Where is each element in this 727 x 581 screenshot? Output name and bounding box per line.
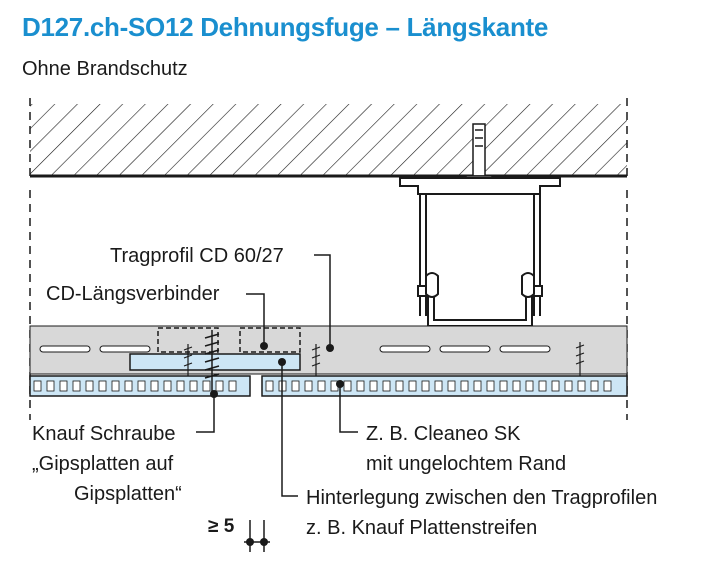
label-schraube-line2: „Gipsplatten auf [32, 453, 174, 475]
perforation-hole [526, 381, 533, 391]
perforation-hole [448, 381, 455, 391]
perforation-hole [266, 381, 273, 391]
perforation-hole [47, 381, 54, 391]
perforation-hole [86, 381, 93, 391]
perforation-hole [383, 381, 390, 391]
perforation-hole [112, 381, 119, 391]
perforation-hole [539, 381, 546, 391]
perforation-hole [60, 381, 67, 391]
perforation-hole [513, 381, 520, 391]
perforation-hole [604, 381, 611, 391]
perforation-hole [552, 381, 559, 391]
perforation-hole [344, 381, 351, 391]
drawing-title: D127.ch-SO12 Dehnungsfuge – Längskante [22, 12, 549, 42]
perforation-hole [138, 381, 145, 391]
perforation-hole [487, 381, 494, 391]
perforation-hole [203, 381, 210, 391]
label-cleaneo-line2: mit ungelochtem Rand [366, 453, 567, 475]
perforation-hole [591, 381, 598, 391]
perforation-hole [216, 381, 223, 391]
perforation-hole [396, 381, 403, 391]
perforation-hole [500, 381, 507, 391]
perforation-hole [474, 381, 481, 391]
perforation-hole [229, 381, 236, 391]
perforation-hole [435, 381, 442, 391]
perforation-hole [99, 381, 106, 391]
label-schraube-line3: Gipsplatten“ [74, 483, 182, 505]
perforation-hole [565, 381, 572, 391]
label-cleaneo-line1: Z. B. Cleaneo SK [366, 423, 521, 445]
drawing-subtitle: Ohne Brandschutz [22, 58, 188, 80]
perforation-hole [73, 381, 80, 391]
perforation-hole [461, 381, 468, 391]
label-hinterlegung-line1: Hinterlegung zwischen den Tragprofilen [306, 487, 658, 509]
label-gap-dimension: ≥ 5 [208, 516, 235, 537]
perforation-hole [125, 381, 132, 391]
cd-profile [418, 273, 542, 326]
perforation-hole [177, 381, 184, 391]
perforation-hole [370, 381, 377, 391]
perforation-hole [578, 381, 585, 391]
label-hinterlegung-line2: z. B. Knauf Plattenstreifen [306, 517, 538, 539]
perforation-hole [357, 381, 364, 391]
perforation-hole [318, 381, 325, 391]
concrete-ceiling-slab [30, 98, 627, 176]
perforation-hole [422, 381, 429, 391]
perforation-hole [409, 381, 416, 391]
label-schraube-line1: Knauf Schraube [32, 423, 176, 445]
perforation-hole [305, 381, 312, 391]
perforation-hole [292, 381, 299, 391]
perforation-hole [151, 381, 158, 391]
perforation-hole [34, 381, 41, 391]
perforation-hole [190, 381, 197, 391]
label-tragprofil: Tragprofil CD 60/27 [110, 245, 284, 267]
label-laengsverbinder: CD-Längsverbinder [46, 283, 220, 305]
perforation-hole [164, 381, 171, 391]
